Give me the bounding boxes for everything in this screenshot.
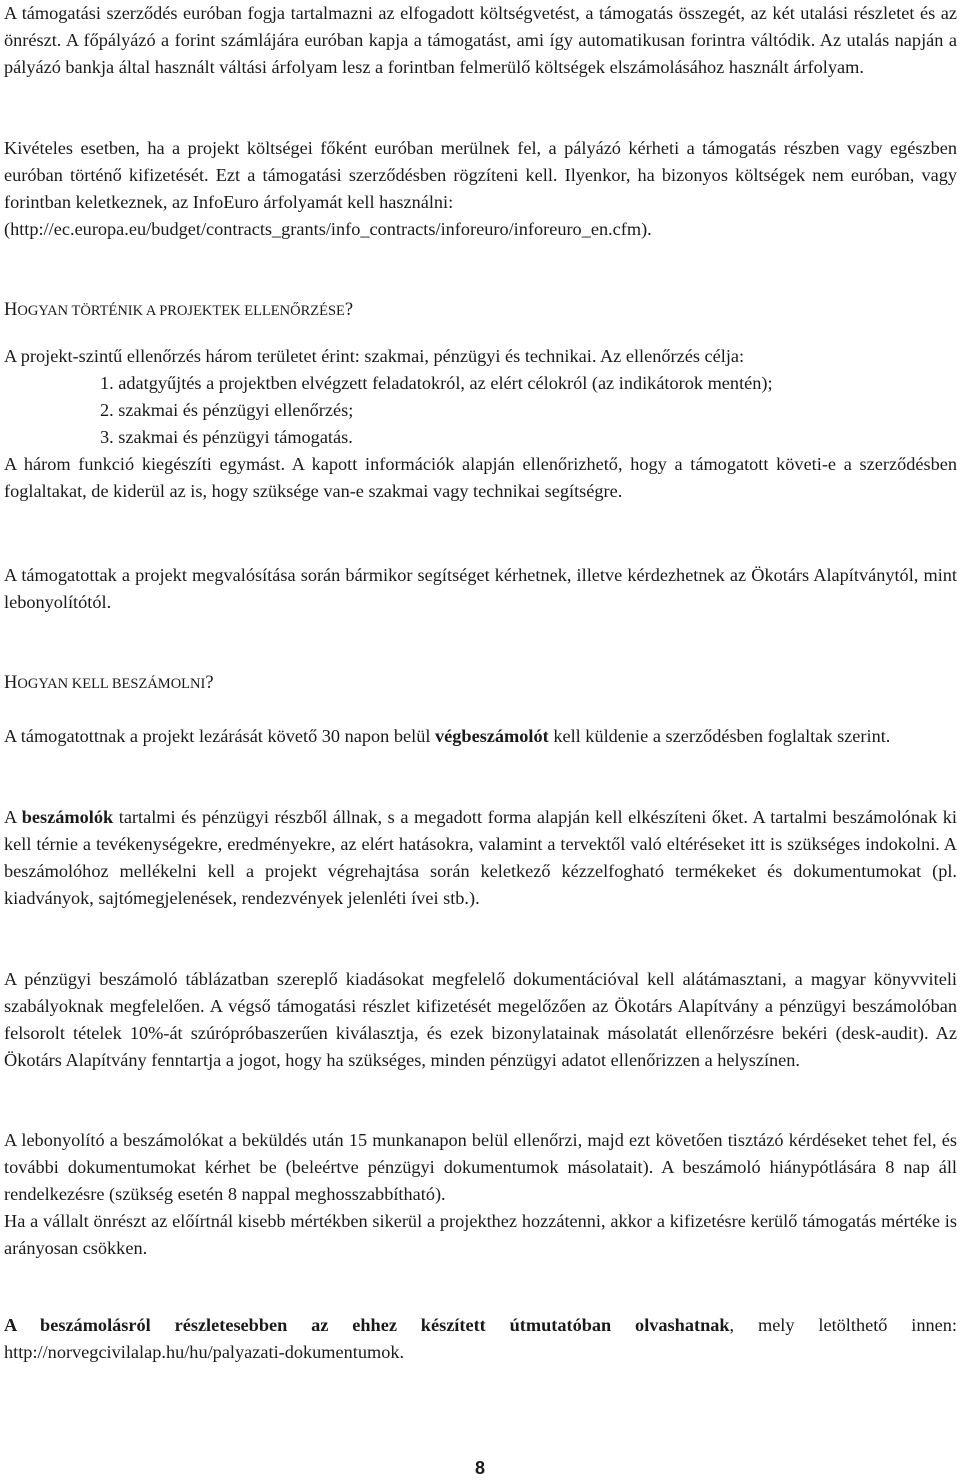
paragraph-exchange-rate: [4, 0, 957, 81]
list-item: 1. adatgyűjtés a projektben elvégzett feladatokról, az elért célokról (az indikátorok mentén);: [100, 373, 773, 393]
paragraph-support: [4, 562, 957, 616]
paragraph-text: A pénzügyi beszámoló táblázatban szereplő kiadásokat megfelelő dokumentációval kell alátámasztani, a magyar könyvviteli szabályoknak megfelelően. A végső támogatási részlet kifizetését megelőzően az Ökotárs Alapítvány a pénzügyi beszámolóban felsorolt tételek 10%-át szúrópróbaszerűen kiválasztja, és ezek bizonylatainak másolatát ellenőrzésre bekéri (desk-audit). Az Ökotárs Alapítvány fenntartja a jogot, hogy ha szükséges, minden pénzügyi adatot ellenőrizzen a helyszínen.: [4, 969, 957, 1070]
paragraph-text: Az utalás napján a pályázó bankja által használt váltási árfolyam lesz a forintban felmerülő költségek elszámolásához használt árfolyam.: [4, 30, 957, 77]
infoeuro-link[interactable]: (http://ec.europa.eu/budget/contracts_grants/info_contracts/inforeuro/inforeuro_en.cfm).: [4, 219, 652, 239]
paragraph-review: [4, 1127, 957, 1262]
guide-link[interactable]: , mely letölthető innen: http://norvegcivilalap.hu/hu/palyazati-dokumentumok.: [4, 1315, 957, 1362]
paragraph-verification: [4, 343, 957, 505]
list-item: 3. szakmai és pénzügyi támogatás.: [100, 427, 353, 447]
paragraph-text: A támogatottak a projekt megvalósítása során bármikor segítséget kérhetnek, illetve kérdezhetnek az Ökotárs Alapítványtól, mint lebonyolítótól.: [4, 565, 957, 612]
section-heading-verification: HOGYAN TÖRTÉNIK A PROJEKTEK ELLENŐRZÉSE?: [4, 300, 354, 320]
paragraph-guide: A beszámolásról részletesebben az ehhez készített útmutatóban olvashatnak, mely letölthető innen: http://norvegcivilalap.hu/hu/palyazati-dokumentumok.: [4, 1315, 957, 1362]
paragraph-final-report: A támogatottnak a projekt lezárását követő 30 napon belül végbeszámolót kell küldenie a szerződésben foglaltak szerint.: [4, 726, 891, 746]
section-heading-reporting: HOGYAN KELL BESZÁMOLNI?: [4, 673, 214, 693]
list-item: 2. szakmai és pénzügyi ellenőrzés;: [100, 400, 354, 420]
paragraph-report-contents: A beszámolók tartalmi és pénzügyi részből állnak, s a megadott forma alapján kell elkészíteni őket. A tartalmi beszámolónak ki kell térnie a tevékenységekre, eredményekre, az elért hatásokra, valamint a tervektől való eltéréseket itt is szükséges indokolni. A beszámolóhoz mellékelni kell a projekt végrehajtása során keletkező kézzelfogható termékeket és dokumentumokat (pl. kiadványok, sajtómegjelenések, rendezvények jelenléti ívei stb.).: [4, 807, 957, 908]
paragraph-text: Kivételes esetben, ha a projekt költségei főként euróban merülnek fel, a pályázó kérheti a támogatás részben vagy egészben euróban történő kifizetését. Ezt a támogatási szerződésben rögzíteni kell. Ilyenkor, ha bizonyos költségek nem euróban, vagy forintban keletkeznek, az InfoEuro árfolyamát kell használni:: [4, 138, 957, 212]
paragraph-text: A három funkció kiegészíti egymást. A kapott információk alapján ellenőrizhető, hogy a támogatott követi-e a szerződésben foglaltakat, de kiderül az is, hogy szüksége van-e szakmai vagy technikai segítségre.: [4, 454, 957, 501]
paragraph-text: A projekt-szintű ellenőrzés három területet érint: szakmai, pénzügyi és technikai. Az ellenőrzés célja:: [4, 346, 745, 366]
page-number: 8: [474, 1458, 485, 1478]
paragraph-text: A lebonyolító a beszámolókat a beküldés után 15 munkanapon belül ellenőrzi, majd ezt követően tisztázó kérdéseket tehet fel, és további dokumentumokat kérhet be (beleértve pénzügyi dokumentumok másolatait). A beszámoló hiánypótlására 8 nap áll rendelkezésre (szükség esetén 8 nappal meghosszabbítható).: [4, 1130, 957, 1204]
paragraph-euro-payment: [4, 135, 957, 243]
paragraph-text: Ha a vállalt önrészt az előírtnál kisebb mértékben sikerül a projekthez hozzátenni, akkor a kifizetésre kerülő támogatás mértéke is arányosan csökken.: [4, 1211, 957, 1258]
paragraph-financial-report: [4, 966, 957, 1074]
paragraph-text: A támogatási szerződés euróban fogja tartalmazni az elfogadott költségvetést, a támogatás összegét, az két utalási részletet és az önrészt. A főpályázó a forint számlájára euróban kapja a támogatást, ami így automatikusan forintra váltódik.: [4, 3, 957, 50]
